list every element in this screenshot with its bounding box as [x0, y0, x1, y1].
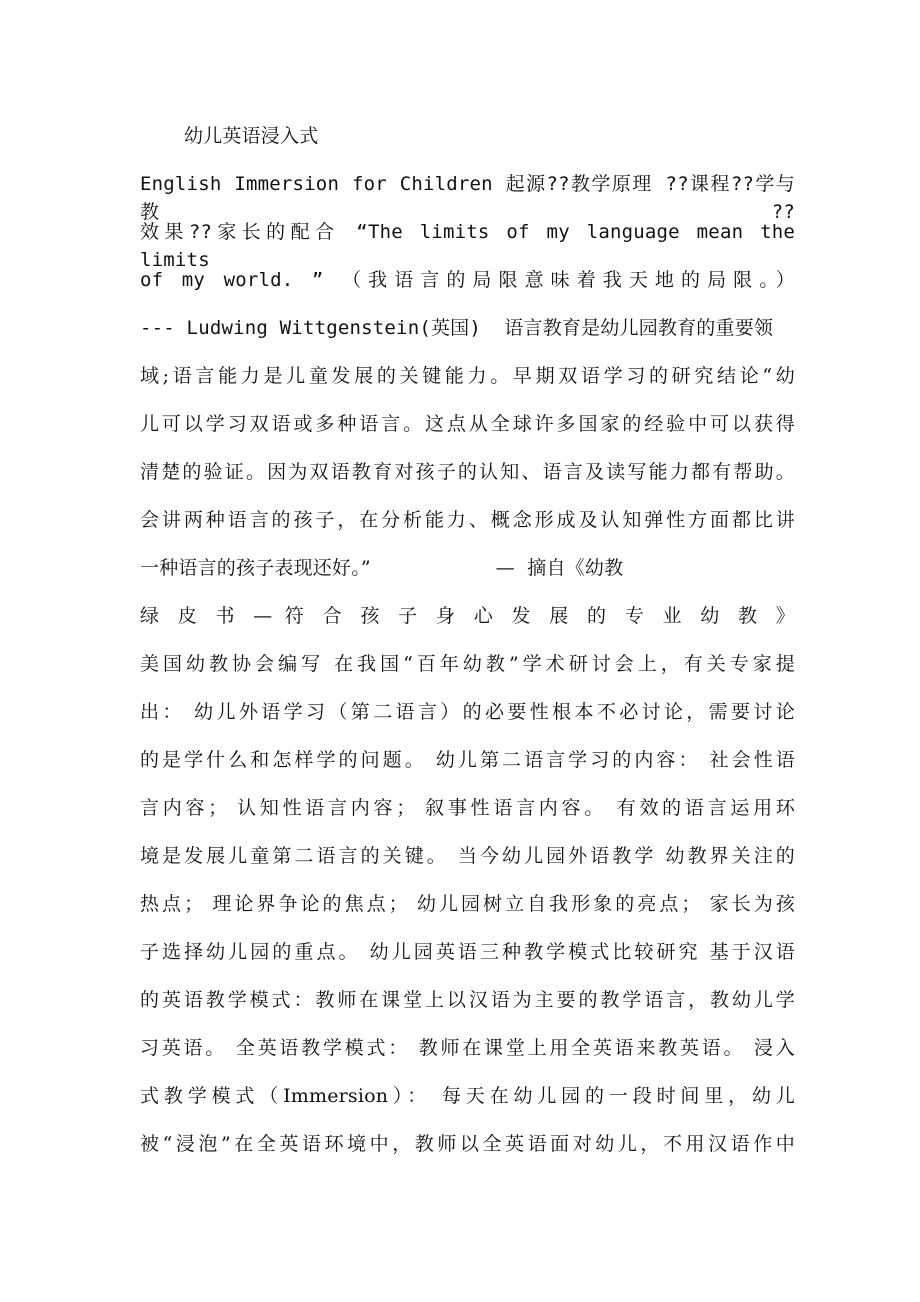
- text-line: 被“浸泡”在全英语环境中，教师以全英语面对幼儿，不用汉语作中: [140, 1133, 795, 1155]
- text-line: 域;语言能力是儿童发展的关键能力。早期双语学习的研究结论“幼: [140, 365, 795, 387]
- text-line: 境是发展儿童第二语言的关键。 当今幼儿园外语教学 幼教界关注的: [140, 845, 795, 867]
- text-line: 效果??家长的配合 “The limits of my language mean the limits: [140, 221, 795, 271]
- text-line: 式教学模式（Immersion）： 每天在幼儿园的一段时间里，幼儿: [140, 1085, 795, 1107]
- text-line: 子选择幼儿园的重点。 幼儿园英语三种教学模式比较研究 基于汉语: [140, 941, 795, 963]
- text-line: 出： 幼儿外语学习（第二语言）的必要性根本不必讨论，需要讨论: [140, 701, 795, 723]
- text-line: English Immersion for Children 起源??教学原理 ??课程??学与教??: [140, 173, 795, 223]
- text-line: 言内容； 认知性语言内容； 叙事性语言内容。 有效的语言运用环: [140, 797, 795, 819]
- text-line: 绿 皮 书 — 符 合 孩 子 身 心 发 展 的 专 业 幼 教 》: [140, 605, 795, 627]
- text-line: 的是学什么和怎样学的问题。 幼儿第二语言学习的内容： 社会性语: [140, 749, 795, 771]
- text-line: 儿可以学习双语或多种语言。这点从全球许多国家的经验中可以获得: [140, 413, 795, 435]
- text-line: 热点； 理论界争论的焦点； 幼儿园树立自我形象的亮点； 家长为孩: [140, 893, 795, 915]
- text-line: 美国幼教协会编写 在我国“百年幼教”学术研讨会上，有关专家提: [140, 653, 795, 675]
- text-line: 习英语。 全英语教学模式： 教师在课堂上用全英语来教英语。 浸入: [140, 1037, 795, 1059]
- text-line: 的英语教学模式：教师在课堂上以汉语为主要的教学语言，教幼儿学: [140, 989, 795, 1011]
- text-line: 清楚的验证。因为双语教育对孩子的认知、语言及读写能力都有帮助。: [140, 461, 795, 483]
- document-title: 幼儿英语浸入式: [184, 125, 319, 147]
- text-line: --- Ludwing Wittgenstein(英国) 语言教育是幼儿园教育的重要领: [140, 317, 774, 339]
- text-line: 一种语言的孩子表现还好。” — 摘自《幼教: [140, 557, 624, 579]
- text-line: 会讲两种语言的孩子，在分析能力、概念形成及认知弹性方面都比讲: [140, 509, 795, 531]
- text-line: of my world. ” （我语言的局限意味着我天地的局限。）: [140, 269, 795, 291]
